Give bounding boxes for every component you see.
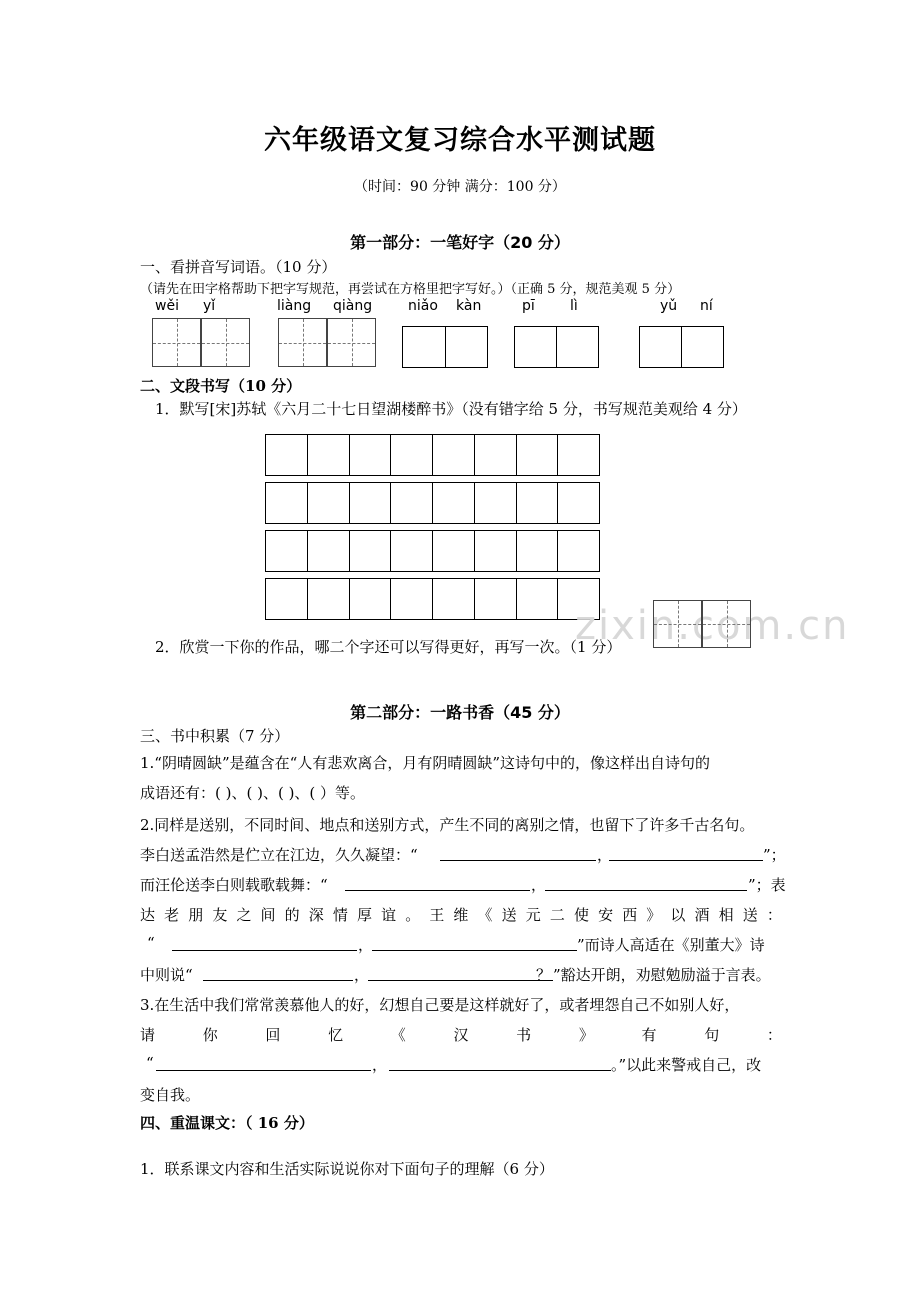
tianzige-box[interactable]	[702, 600, 751, 648]
section1-heading: 一、看拼音写词语。（10 分）	[140, 258, 337, 276]
q3-line2: 请 你 回 忆 《 汉 书 》 有 句 ：	[140, 1026, 782, 1044]
answer-blank[interactable]	[368, 980, 553, 981]
answer-blank[interactable]	[545, 890, 747, 891]
exam-info: （时间：90 分钟 满分：100 分）	[354, 179, 566, 195]
pinyin-2b: qiàng	[333, 298, 373, 314]
pinyin-1b: yǐ	[203, 298, 216, 314]
comma: ，	[597, 846, 613, 864]
pinyin-3b: kàn	[456, 298, 482, 314]
pinyin-5b: ní	[700, 298, 713, 314]
q2-line5-end: ”而诗人高适在《别董大》诗	[577, 936, 765, 954]
writing-box-pair[interactable]	[402, 326, 488, 368]
writing-grid-row[interactable]	[265, 578, 600, 620]
section2-q2: 2．欣赏一下你的作品，哪二个字还可以写得更好，再写一次。（1 分）	[155, 638, 622, 656]
section4-q1: 1．联系课文内容和生活实际说说你对下面句子的理解（6 分）	[140, 1160, 554, 1178]
tianzige-box[interactable]	[278, 318, 327, 367]
answer-blank[interactable]	[345, 890, 530, 891]
tianzige-box[interactable]	[327, 318, 376, 367]
section2-q1: 1．默写[宋]苏轼《六月二十七日望湖楼醉书》（没有错字给 5 分，书写规范美观给 4 分）	[155, 400, 747, 418]
section1-note: （请先在田字格帮助下把字写规范，再尝试在方格里把字写好。）（正确 5 分，规范美观 5 分）	[140, 282, 681, 297]
comma: ，	[372, 1056, 388, 1074]
tianzige-box[interactable]	[201, 318, 250, 367]
q1-line2: 成语还有：( )、( )、( )、( ）等。	[140, 784, 366, 802]
writing-box-pair[interactable]	[514, 326, 599, 368]
open-quote: “	[147, 934, 155, 952]
q2-line6-end: ”豁达开朗，劝慰勉励溢于言表。	[553, 966, 771, 984]
watermark: zixin.com.cn	[575, 603, 850, 649]
answer-blank[interactable]	[372, 950, 577, 951]
q2-line2-end: ”；	[763, 846, 786, 864]
writing-grid-row[interactable]	[265, 482, 600, 524]
answer-blank[interactable]	[156, 1070, 371, 1071]
q2-line6-text: 中则说“	[140, 966, 193, 984]
answer-blank[interactable]	[203, 980, 353, 981]
q2-line3-end: ”；表	[748, 876, 786, 894]
q3-line4: 变自我。	[140, 1086, 201, 1104]
pinyin-5a: yǔ	[660, 298, 678, 314]
part1-heading: 第一部分：一笔好字（20 分）	[350, 233, 570, 252]
pinyin-2a: liàng	[277, 298, 312, 314]
pinyin-4b: lì	[570, 298, 578, 314]
writing-grid-row[interactable]	[265, 530, 600, 572]
q2-line1: 2.同样是送别，不同时间、地点和送别方式，产生不同的离别之情，也留下了许多千古名句。	[140, 816, 755, 834]
pinyin-3a: niǎo	[408, 298, 438, 314]
q2-line2-text: 李白送孟浩然是伫立在江边，久久凝望：“	[140, 846, 418, 864]
tianzige-box[interactable]	[152, 318, 201, 367]
pinyin-1a: wěi	[155, 298, 179, 314]
answer-blank[interactable]	[172, 950, 357, 951]
part2-heading: 第二部分：一路书香（45 分）	[350, 703, 570, 722]
q3-line1: 3.在生活中我们常常羡慕他人的好，幻想自己要是这样就好了，或者埋怨自己不如别人好，	[140, 996, 740, 1014]
writing-grid-row[interactable]	[265, 434, 600, 476]
section3-heading: 三、书中积累（7 分）	[140, 727, 290, 745]
comma: ，	[531, 876, 547, 894]
q1-line1: 1.“阴晴圆缺”是蕴含在“人有悲欢离合，月有阴晴圆缺”这诗句中的，像这样出自诗句的	[140, 754, 710, 772]
pinyin-4a: pī	[522, 298, 535, 314]
q2-line3-text: 而汪伦送李白则载歌载舞：“	[140, 876, 328, 894]
q2-line4: 达 老 朋 友 之 间 的 深 情 厚 谊 。 王 维 《 送 元 二 使 安 西 》 以 酒 相 送 ：	[140, 906, 782, 924]
comma: ，	[354, 966, 370, 984]
comma: ，	[358, 936, 374, 954]
answer-blank[interactable]	[609, 860, 763, 861]
question-mark: ？	[536, 966, 552, 984]
q3-line3-end: 。”以此来警戒自己，改	[611, 1056, 762, 1074]
page-title: 六年级语文复习综合水平测试题	[264, 125, 656, 156]
section2-heading: 二、文段书写（10 分）	[140, 377, 302, 395]
tianzige-box[interactable]	[653, 600, 702, 648]
open-quote: “	[146, 1054, 154, 1072]
answer-blank[interactable]	[440, 860, 596, 861]
section4-heading: 四、重温课文：（ 16 分）	[140, 1114, 314, 1132]
writing-box-pair[interactable]	[639, 326, 724, 368]
answer-blank[interactable]	[389, 1070, 611, 1071]
